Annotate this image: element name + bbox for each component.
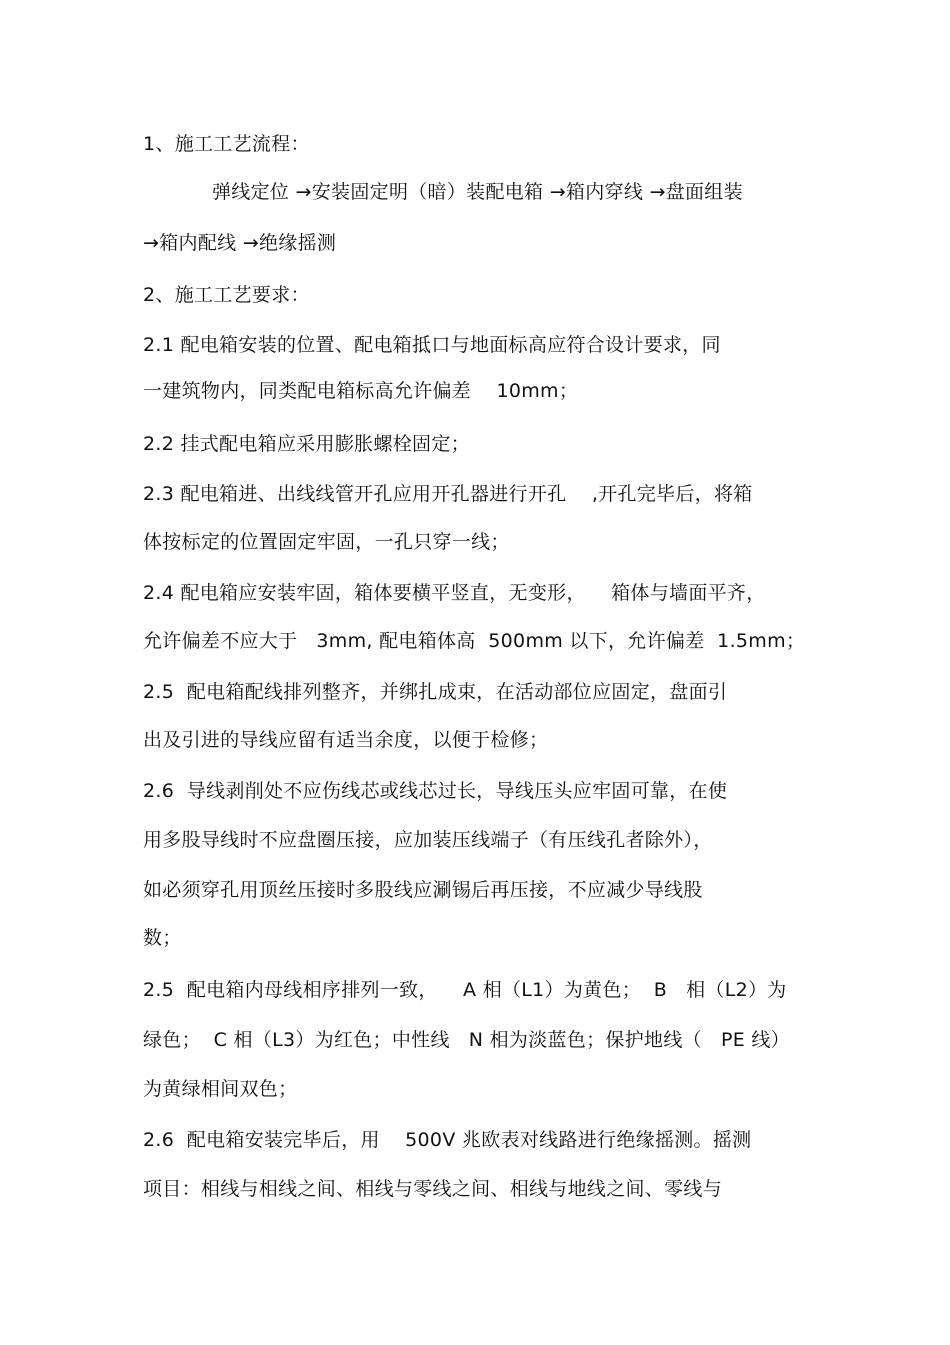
paragraph-line: →箱内配线 →绝缘摇测 <box>143 232 337 254</box>
paragraph-line: 2.5 配电箱配线排列整齐，并绑扎成束，在活动部位应固定，盘面引 <box>143 681 728 703</box>
paragraph-line: 出及引进的导线应留有适当余度，以便于检修； <box>143 729 549 751</box>
paragraph-line: 弹线定位 →安装固定明（暗）装配电箱 →箱内穿线 →盘面组装 <box>212 181 743 203</box>
paragraph-line: 2.1 配电箱安装的位置、配电箱抵口与地面标高应符合设计要求，同 <box>143 334 721 356</box>
paragraph-line: 2.6 配电箱安装完毕后，用 500V 兆欧表对线路进行绝缘摇测。摇测 <box>143 1129 752 1151</box>
paragraph-line: 2.2 挂式配电箱应采用膨胀螺栓固定； <box>143 433 470 455</box>
section-heading-process: 1、施工工艺流程： <box>143 133 310 155</box>
paragraph-line: 允许偏差不应大于 3mm, 配电箱体高 500mm 以下，允许偏差 1.5mm； <box>143 630 806 652</box>
paragraph-line: 项目：相线与相线之间、相线与零线之间、相线与地线之间、零线与 <box>143 1178 723 1200</box>
paragraph-line: 2.3 配电箱进、出线线管开孔应用开孔器进行开孔 ,开孔完毕后，将箱 <box>143 483 753 505</box>
paragraph-line: 数； <box>143 927 182 949</box>
paragraph-line: 为黄绿相间双色； <box>143 1078 298 1100</box>
paragraph-line: 用多股导线时不应盘圈压接，应加装压线端子（有压线孔者除外）， <box>143 829 713 851</box>
paragraph-line: 2.6 导线剥削处不应伤线芯或线芯过长，导线压头应牢固可靠，在使 <box>143 780 728 802</box>
paragraph-line: 2.4 配电箱应安装牢固，箱体要横平竖直，无变形， 箱体与墙面平齐， <box>143 582 766 604</box>
section-heading-requirements: 2、施工工艺要求： <box>143 284 310 306</box>
paragraph-line: 一建筑物内，同类配电箱标高允许偏差 10mm； <box>143 380 579 402</box>
paragraph-line: 体按标定的位置固定牢固，一孔只穿一线； <box>143 531 510 553</box>
paragraph-line: 如必须穿孔用顶丝压接时多股线应涮锡后再压接，不应减少导线股 <box>143 879 703 901</box>
paragraph-line: 绿色； C 相（L3）为红色；中性线 N 相为淡蓝色；保护地线（ PE 线） <box>143 1029 790 1051</box>
paragraph-line: 2.5 配电箱内母线相序排列一致， A 相（L1）为黄色； B 相（L2）为 <box>143 979 787 1001</box>
